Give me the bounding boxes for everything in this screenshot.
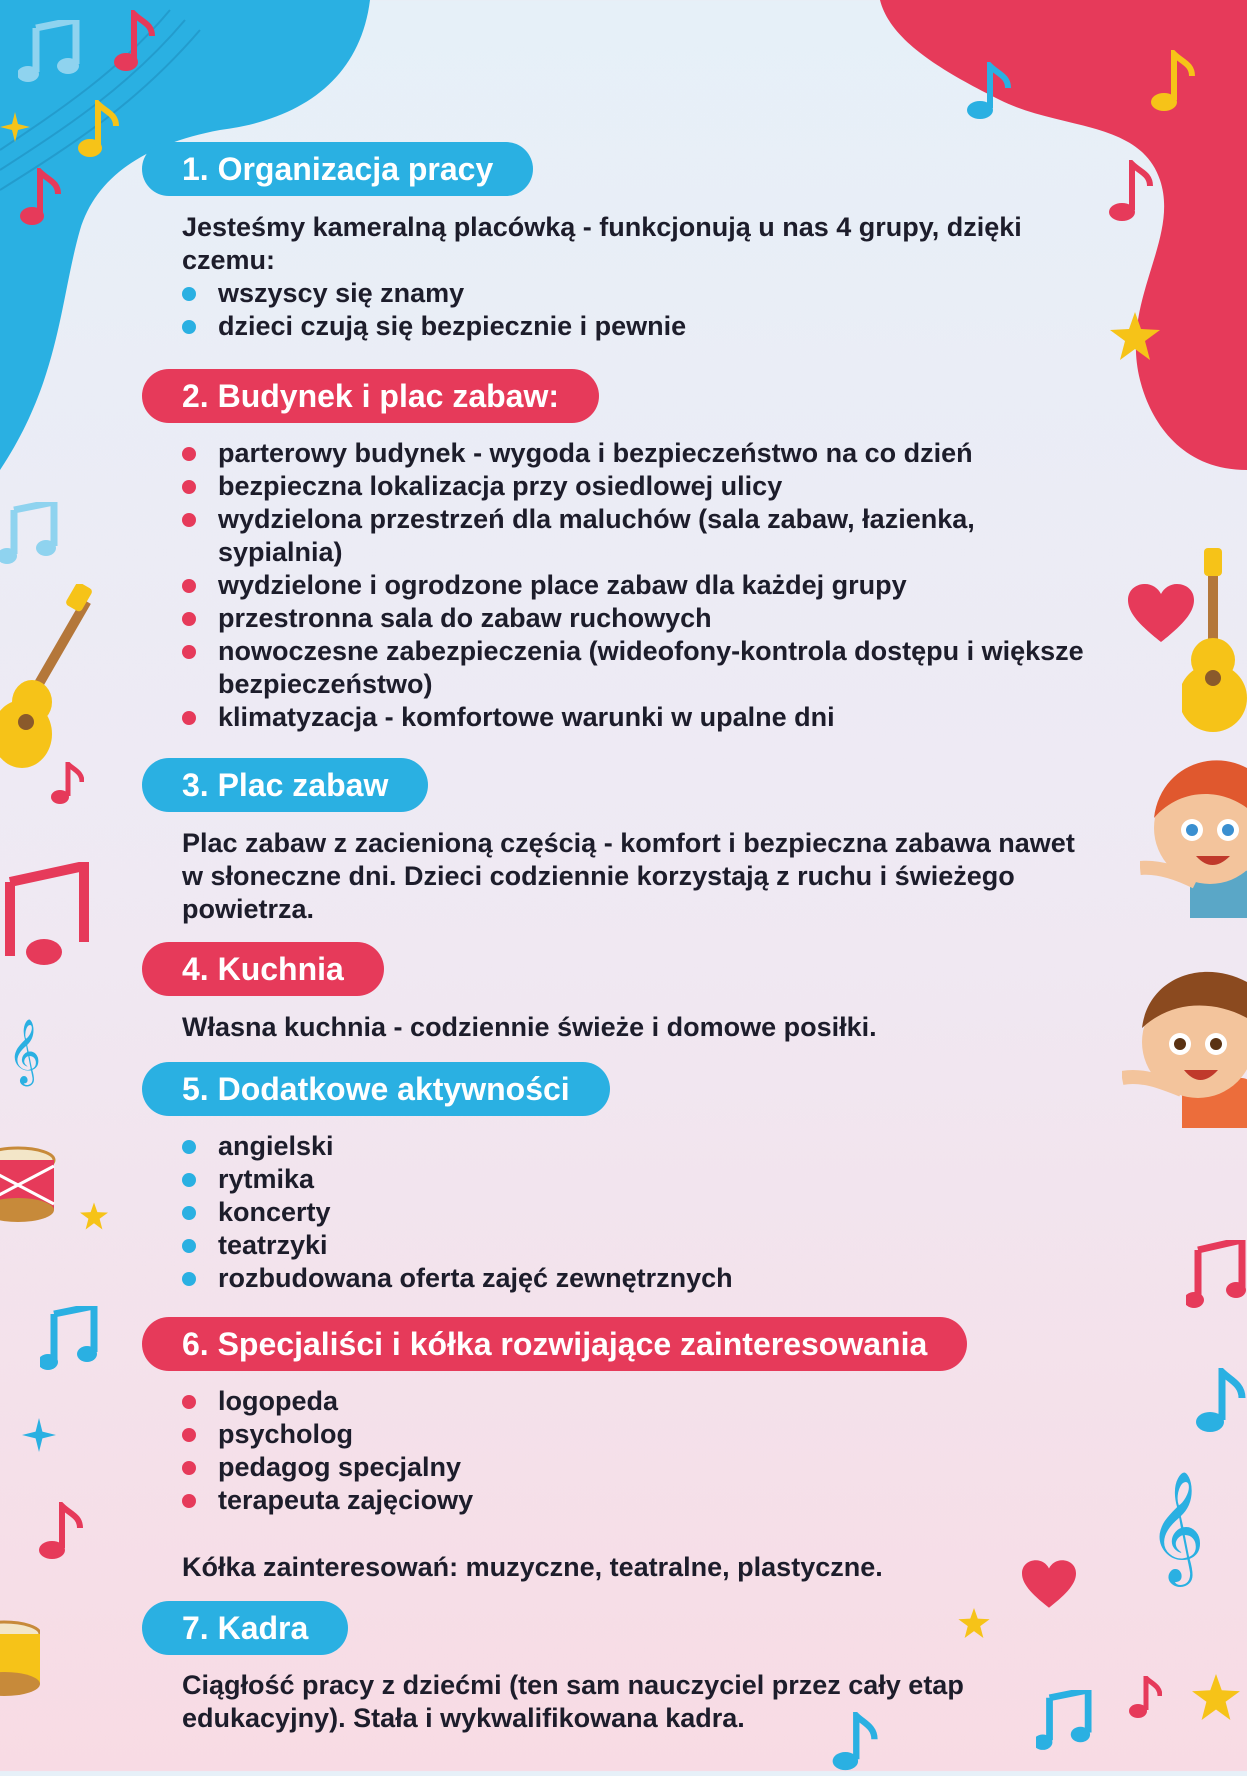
bullet-dot xyxy=(182,513,196,527)
list-item: logopeda xyxy=(182,1385,1082,1418)
bullet-dot xyxy=(182,612,196,626)
section-3-heading: 3. Plac zabaw xyxy=(142,758,428,812)
bullet-dot xyxy=(182,480,196,494)
list-item: terapeuta zajęciowy xyxy=(182,1484,1082,1517)
bullet-dot xyxy=(182,1428,196,1442)
list-item: koncerty xyxy=(182,1196,1082,1229)
section-5-heading: 5. Dodatkowe aktywności xyxy=(142,1062,610,1116)
list-item: nowoczesne zabezpieczenia (wideofony-kontrola dostępu i większe bezpieczeństwo) xyxy=(182,635,1092,701)
list-item: pedagog specjalny xyxy=(182,1451,1082,1484)
list-item: rytmika xyxy=(182,1163,1082,1196)
bullet-dot xyxy=(182,1272,196,1286)
list-item: klimatyzacja - komfortowe warunki w upalne dni xyxy=(182,701,1092,734)
section-5-list xyxy=(182,1130,1082,1295)
section-1-list xyxy=(182,277,1082,343)
section-2-list xyxy=(182,437,1092,734)
list-item: rozbudowana oferta zajęć zewnętrznych xyxy=(182,1262,1082,1295)
list-item: teatrzyki xyxy=(182,1229,1082,1262)
bullet-dot xyxy=(182,1461,196,1475)
list-item: bezpieczna lokalizacja przy osiedlowej ulicy xyxy=(182,470,1092,503)
list-item: wydzielona przestrzeń dla maluchów (sala zabaw, łazienka, sypialnia) xyxy=(182,503,1092,569)
section-4-text: Własna kuchnia - codziennie świeże i domowe posiłki. xyxy=(182,1012,877,1042)
section-2-heading: 2. Budynek i plac zabaw: xyxy=(142,369,599,423)
list-item: parterowy budynek - wygoda i bezpieczeństwo na co dzień xyxy=(182,437,1092,470)
bullet-dot xyxy=(182,1395,196,1409)
section-6-list xyxy=(182,1385,1082,1517)
section-4-heading: 4. Kuchnia xyxy=(142,942,384,996)
list-item: wydzielone i ogrodzone place zabaw dla każdej grupy xyxy=(182,569,1092,602)
section-1-heading: 1. Organizacja pracy xyxy=(142,142,533,196)
section-1-intro: Jesteśmy kameralną placówką - funkcjonują u nas 4 grupy, dzięki czemu: xyxy=(182,212,1022,275)
section-7-text: Ciągłość pracy z dziećmi (ten sam nauczyciel przez cały etap edukacyjny). Stała i wykwalifikowana kadra. xyxy=(182,1670,964,1733)
bullet-dot xyxy=(182,1239,196,1253)
list-item: psycholog xyxy=(182,1418,1082,1451)
list-item: angielski xyxy=(182,1130,1082,1163)
section-6-heading: 6. Specjaliści i kółka rozwijające zainteresowania xyxy=(142,1317,967,1371)
bullet-dot xyxy=(182,1140,196,1154)
bullet-dot xyxy=(182,1206,196,1220)
bullet-dot xyxy=(182,711,196,725)
bullet-dot xyxy=(182,645,196,659)
list-item: dzieci czują się bezpiecznie i pewnie xyxy=(182,310,1082,343)
section-3-text: Plac zabaw z zacienioną częścią - komfort i bezpieczna zabawa nawet w słoneczne dni. Dzieci codziennie korzystają z ruchu i świeżego powietrza. xyxy=(182,828,1075,924)
section-6-footer: Kółka zainteresowań: muzyczne, teatralne, plastyczne. xyxy=(182,1552,883,1582)
list-item: przestronna sala do zabaw ruchowych xyxy=(182,602,1092,635)
treble-clef-icon: 𝄞 xyxy=(1148,1470,1205,1582)
section-7-heading: 7. Kadra xyxy=(142,1601,348,1655)
bullet-dot xyxy=(182,1494,196,1508)
list-item: wszyscy się znamy xyxy=(182,277,1082,310)
bullet-dot xyxy=(182,287,196,301)
bullet-dot xyxy=(182,1173,196,1187)
bullet-dot xyxy=(182,579,196,593)
treble-clef-icon: 𝄞 xyxy=(8,1019,42,1084)
bullet-dot xyxy=(182,320,196,334)
bullet-dot xyxy=(182,447,196,461)
